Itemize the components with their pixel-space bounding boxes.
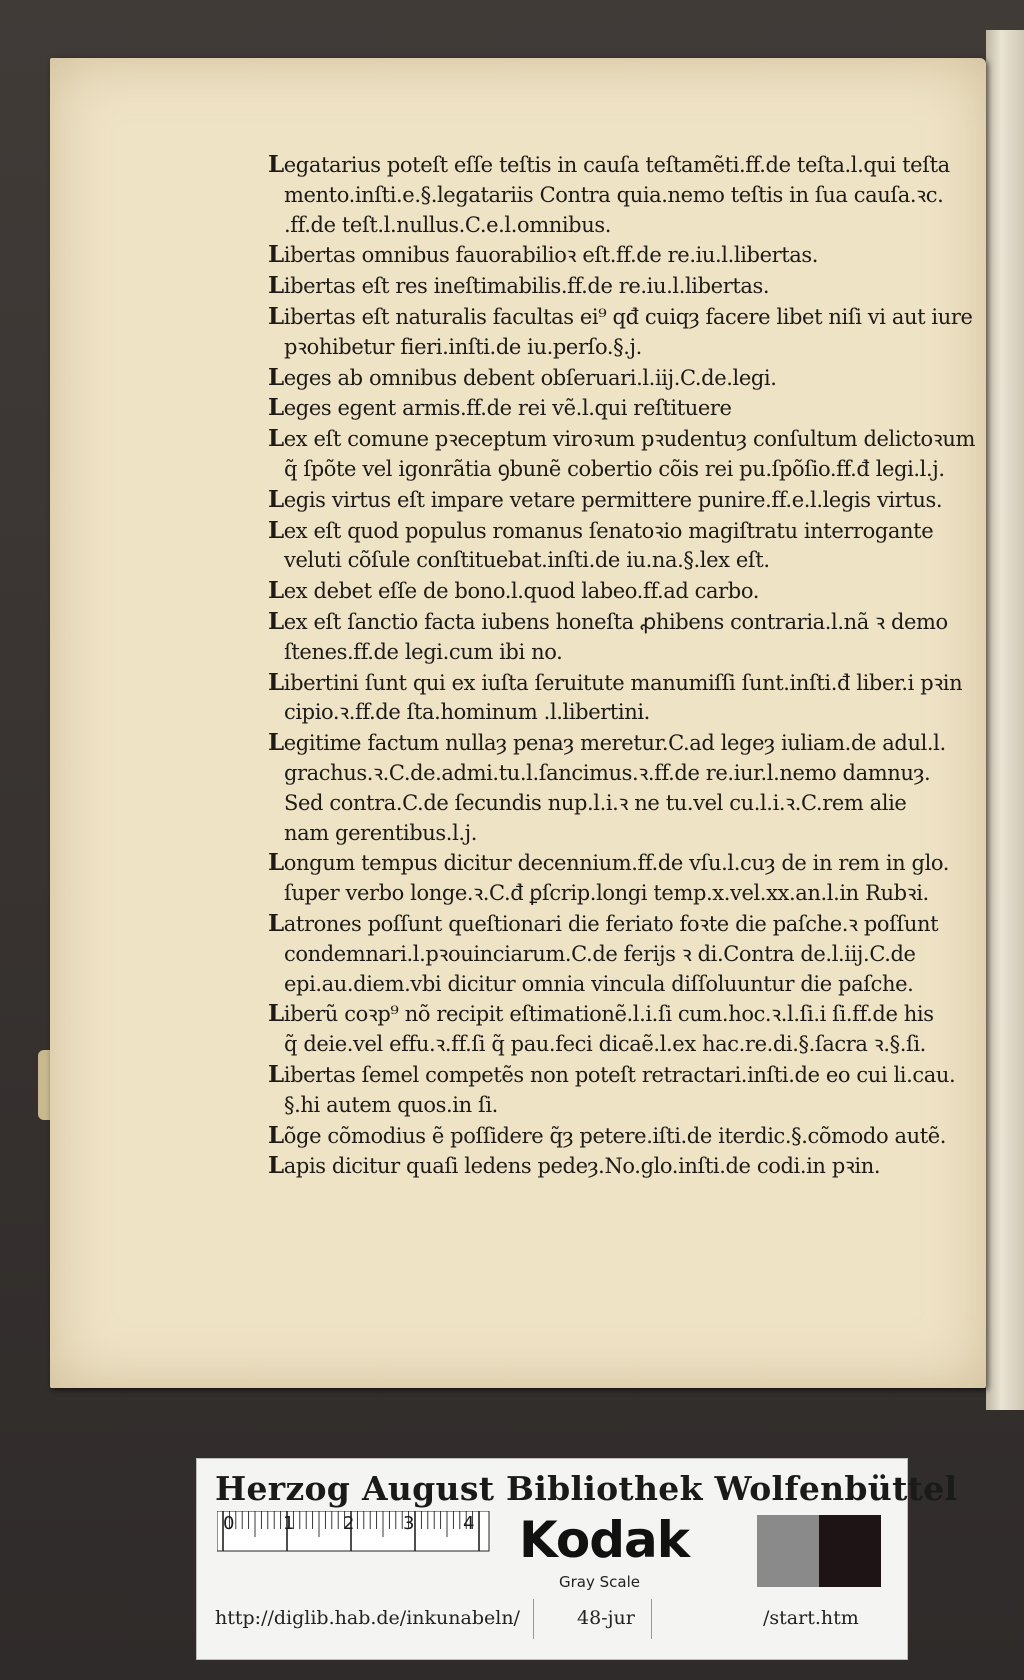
gray-scale-label: Gray Scale [559, 1573, 640, 1591]
text-line [268, 879, 929, 909]
divider [533, 1599, 534, 1639]
line-initial: L [268, 516, 284, 544]
line-text: nam gerentibus.l.j. [284, 820, 478, 845]
line-initial: L [268, 1060, 284, 1088]
line-text: ſuper verbo longe.ꝛ.C.đ ꝑſcrip.longi temp.x.vel.xx.an.l.in Rubꝛi. [284, 881, 929, 906]
text-line [268, 240, 918, 271]
page-text-block [268, 150, 975, 1182]
line-text: eges egent armis.ff.de rei vẽ.l.qui reſtituere [283, 396, 732, 421]
line-text: grachus.ꝛ.C.de.admi.tu.l.ſancimus.ꝛ.ff.de re.iur.l.nemo damnuȝ. [284, 760, 931, 785]
text-line [268, 211, 918, 241]
line-text: ibertas eſt res ineſtimabilis.ff.de re.iu.l.libertas. [283, 274, 770, 299]
black-patch [819, 1515, 881, 1587]
ruler-number: 4 [463, 1513, 475, 1534]
line-text: ſtenes.ff.de legi.cum ibi no. [284, 639, 563, 664]
line-text: egatarius poteſt eſſe teſtis in cauſa teſtamẽti.ff.de teſta.l.qui teſta [283, 153, 950, 177]
line-text: atrones poſſunt queſtionari die feriato foꝛte die paſche.ꝛ poſſunt [283, 911, 939, 936]
line-text: õge cõmodius ẽ poſſidere q̃ȝ petere.iſti.de iterdic.§.cõmodo autẽ. [283, 1123, 947, 1148]
line-text: ex eſt ſanctio facta iubens honeſta ꝓhibens contraria.l.nã ꝛ demo [283, 609, 948, 634]
ruler-number: 1 [283, 1513, 295, 1534]
line-initial: L [268, 577, 284, 605]
text-line [268, 940, 918, 970]
color-target-card [196, 1458, 958, 1660]
line-initial: L [268, 909, 284, 937]
text-line [268, 576, 918, 607]
text-line [268, 424, 975, 455]
line-initial: L [268, 241, 284, 269]
text-line [268, 181, 944, 211]
line-initial: L [268, 272, 284, 300]
text-line [268, 909, 939, 940]
url-mid: 48-jur [577, 1607, 635, 1629]
line-text: q̃ ſpõte vel igonrãtia ꝯbunẽ cobertio cõis rei pu.ſpõſio.ff.đ legi.l.j. [284, 456, 945, 481]
line-text: ex eſt comune pꝛeceptum viroꝛum pꝛudentuȝ conſultum delictoꝛum [283, 427, 975, 452]
text-line [268, 759, 931, 789]
text-line [268, 970, 918, 1000]
text-line [268, 999, 934, 1030]
text-line [268, 546, 918, 576]
line-text: q̃ deie.vel effu.ꝛ.ff.ſi q̃ pau.feci dicaẽ.l.ex hac.re.di.§.ſacra ꝛ.§.ſi. [284, 1032, 926, 1057]
text-line [268, 455, 945, 485]
line-text: Sed contra.C.de ſecundis nup.l.i.ꝛ ne tu.vel cu.l.i.ꝛ.C.rem alie [284, 790, 907, 815]
url-right: /start.htm [763, 1607, 859, 1629]
text-line [268, 363, 918, 394]
text-line [268, 698, 918, 728]
line-text: ibertas omnibus fauorabilioꝛ eſt.ff.de re.iu.l.libertas. [283, 243, 819, 268]
url-left: http://diglib.hab.de/inkunabeln/ [215, 1607, 520, 1629]
text-line [268, 638, 918, 668]
text-line [268, 668, 963, 699]
text-line [268, 302, 973, 333]
line-text: egitime factum nullaȝ penaȝ meretur.C.ad legeȝ iuliam.de adul.l. [283, 731, 946, 756]
line-text: condemnari.l.pꝛouinciarum.C.de ferijs ꝛ di.Contra de.l.iij.C.de [284, 941, 916, 966]
text-line [268, 485, 943, 516]
text-line [268, 1030, 926, 1060]
library-name: Herzog August Bibliothek Wolfenbüttel [215, 1469, 958, 1508]
text-line [268, 789, 918, 819]
line-text: .ff.de teſt.l.nullus.C.e.l.omnibus. [284, 212, 612, 237]
line-text: pꝛohibetur fieri.inſti.de iu.perſo.§.j. [284, 334, 642, 359]
text-line [268, 819, 918, 849]
line-initial: L [268, 1121, 284, 1149]
gray-patch [757, 1515, 819, 1587]
line-text: ex debet eſſe de bono.l.quod labeo.ff.ad carbo. [283, 579, 759, 604]
line-text: ongum tempus dicitur decennium.ff.de vſu.l.cuȝ de in rem in glo. [283, 851, 950, 876]
line-text: mento.inſti.e.§.legatariis Contra quia.nemo teſtis in ſua cauſa.ꝛc. [284, 182, 944, 207]
line-initial: L [268, 151, 284, 178]
text-line [268, 333, 918, 363]
line-text: apis dicitur quaſi ledens pedeȝ.No.glo.inſti.de codi.in pꝛin. [283, 1154, 881, 1179]
text-line [268, 516, 934, 547]
line-text: ibertas eſt naturalis facultas ei⁹ qđ cuiqȝ facere libet niſi vi aut iure [283, 304, 973, 329]
line-text: §.hi autem quos.in ſi. [284, 1092, 498, 1117]
line-initial: L [268, 485, 284, 513]
text-line [268, 1091, 918, 1121]
line-text: iberũ coꝛp⁹ nõ recipit eſtimationẽ.l.i.ſi cum.hoc.ꝛ.l.ſi.i ſi.ff.de his [283, 1002, 934, 1027]
ruler-number: 3 [403, 1513, 415, 1534]
line-initial: L [268, 394, 284, 422]
text-line [268, 607, 948, 638]
text-line [268, 1121, 947, 1152]
text-line [268, 393, 918, 424]
text-line [268, 1060, 956, 1091]
text-line [268, 728, 946, 759]
book-spine-edge [986, 30, 1024, 1410]
line-text: ibertini ſunt qui ex iuſta ſeruitute manumiſſi ſunt.inſti.đ liber.i pꝛin [283, 670, 963, 695]
line-initial: L [268, 668, 284, 696]
line-initial: L [268, 363, 284, 391]
line-text: eges ab omnibus debent obſeruari.l.iij.C.de.legi. [283, 365, 777, 390]
line-text: veluti cõſule conſtituebat.inſti.de iu.na.§.lex eſt. [284, 548, 770, 573]
kodak-logo: Kodak [519, 1511, 689, 1569]
text-line [268, 271, 918, 302]
line-initial: L [268, 729, 284, 757]
ruler-number: 2 [343, 1513, 355, 1534]
line-initial: L [268, 607, 284, 635]
line-initial: L [268, 1152, 284, 1180]
line-text: egis virtus eſt impare vetare permittere punire.ff.e.l.legis virtus. [283, 487, 943, 512]
ruler-number: 0 [223, 1513, 235, 1534]
line-initial: L [268, 425, 284, 453]
line-initial: L [268, 849, 284, 877]
text-line [268, 150, 950, 181]
line-text: ibertas ſemel competẽs non poteſt retractari.inſti.de eo cui li.cau. [283, 1062, 956, 1087]
text-line [268, 848, 950, 879]
line-initial: L [268, 1000, 284, 1028]
line-text: cipio.ꝛ.ff.de ſta.hominum .l.libertini. [284, 700, 650, 725]
divider [651, 1599, 652, 1639]
text-line [268, 1151, 918, 1182]
line-initial: L [268, 302, 284, 330]
line-text: epi.au.diem.vbi dicitur omnia vincula diſſoluuntur die paſche. [284, 971, 914, 996]
line-text: ex eſt quod populus romanus ſenatoꝛio magiſtratu interrogante [283, 518, 934, 543]
